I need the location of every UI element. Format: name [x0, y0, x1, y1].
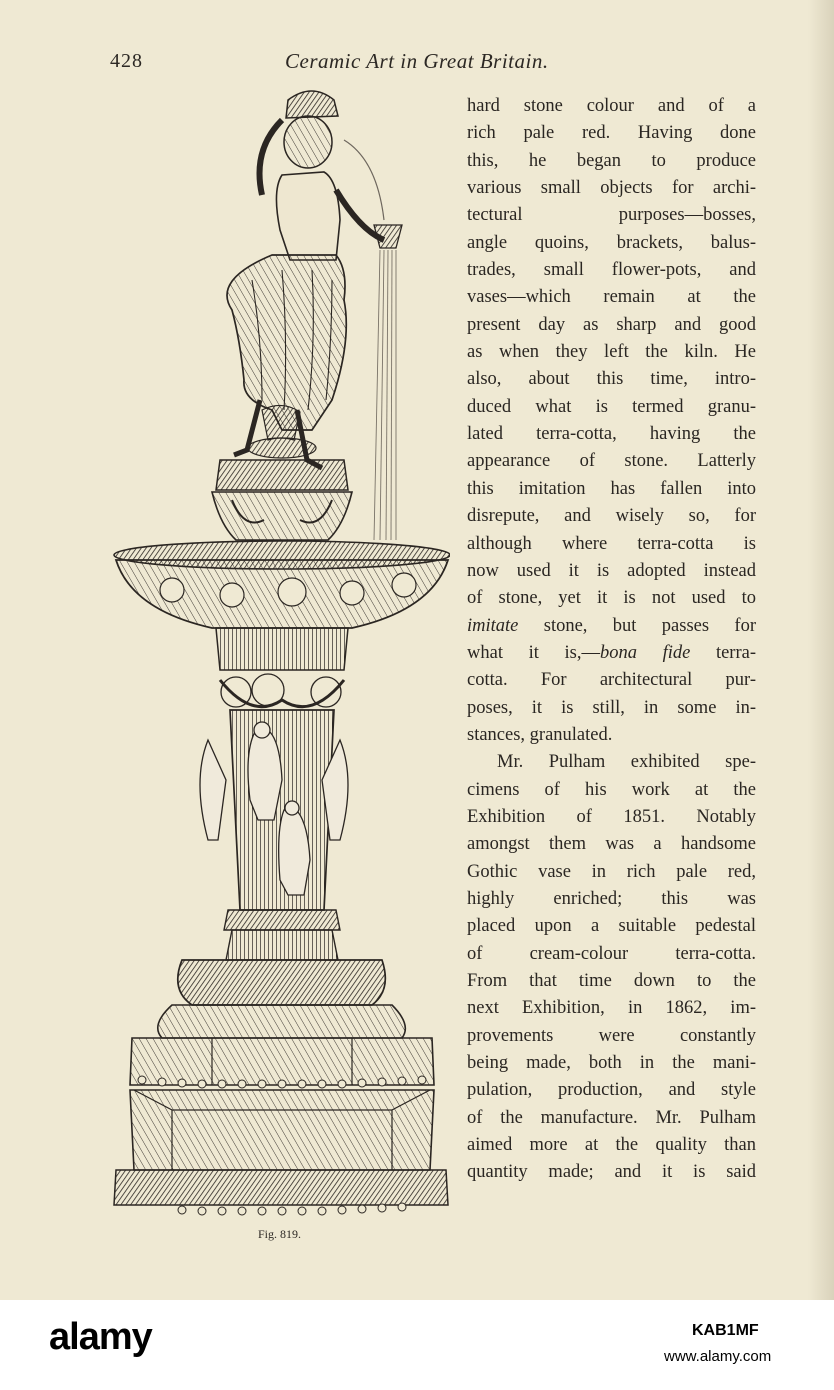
text-line: although where terra-cotta is [467, 533, 756, 554]
text-line: trades, small flower-pots, and [467, 260, 756, 281]
text-line [467, 640, 756, 667]
page-edge-shadow [808, 0, 834, 1300]
text-line: being made, both in the mani- [467, 1053, 756, 1074]
text-line: hard stone colour and of a [467, 96, 756, 116]
text-line: lated terra-cotta, having the [467, 424, 756, 445]
text-line: quantity made; and it is said [467, 1162, 756, 1183]
text-line: duced what is termed granu- [467, 396, 756, 417]
text-line: Exhibition of 1851. Notably [467, 806, 756, 827]
text-line: this, he began to produce [467, 150, 756, 171]
text-line: appearance of stone. Latterly [467, 451, 756, 472]
site-url-link[interactable]: www.alamy.com [664, 1348, 772, 1365]
text-line: cimens of his work at the [467, 779, 756, 800]
fountain-illustration [112, 80, 450, 1225]
text-line: rich pale red. Having done [467, 123, 756, 144]
text-line: also, about this time, intro- [467, 369, 756, 390]
figure-caption: Fig. 819. [258, 1227, 302, 1241]
text-span: stone, but passes for [518, 615, 756, 636]
text-line: From that time down to the [467, 971, 756, 991]
body-text-column [467, 93, 756, 1187]
text-line: provements were constantly [467, 1025, 756, 1046]
text-line: Gothic vase in rich pale red, [467, 861, 756, 882]
text-line: cotta. For architectural pur- [467, 670, 756, 691]
image-id-label: KAB1MF [692, 1322, 759, 1339]
text-line: amongst them was a handsome [467, 834, 756, 855]
text-line: angle quoins, brackets, balus- [467, 232, 756, 253]
text-line: highly enriched; this was [467, 888, 756, 909]
text-line: poses, it is still, in some in- [467, 697, 756, 718]
italic-word: imitate [467, 615, 519, 636]
text-line: tectural purposes—bosses, [467, 205, 756, 226]
text-line: aimed more at the quality than [467, 1135, 756, 1156]
running-title: Ceramic Art in Great Britain. [285, 49, 549, 73]
text-line: of the manufacture. Mr. Pulham [467, 1107, 756, 1128]
alamy-logo[interactable]: alamy [49, 1316, 152, 1358]
text-line: various small objects for archi- [467, 178, 756, 199]
text-line: pulation, production, and style [467, 1080, 756, 1101]
text-line: present day as sharp and good [467, 314, 756, 335]
text-line [467, 613, 756, 640]
text-line: disrepute, and wisely so, for [467, 506, 756, 527]
text-line: placed upon a suitable pedestal [467, 916, 756, 937]
page-number: 428 [110, 50, 143, 72]
text-line: vases—which remain at the [467, 287, 756, 308]
text-line: Mr. Pulham exhibited spe- [497, 752, 756, 773]
text-line: of cream-colour terra-cotta. [467, 943, 756, 964]
text-line: stances, granulated. [467, 724, 613, 745]
text-line: this imitation has fallen into [467, 478, 756, 499]
text-line: next Exhibition, in 1862, im- [467, 998, 756, 1019]
text-line: of stone, yet it is not used to [467, 588, 756, 609]
text-line: as when they left the kiln. He [467, 342, 756, 363]
italic-phrase: bona fide [599, 642, 691, 663]
text-span: what it is,— [467, 642, 600, 663]
text-span: terra- [690, 642, 756, 663]
text-line: now used it is adopted instead [467, 560, 756, 581]
